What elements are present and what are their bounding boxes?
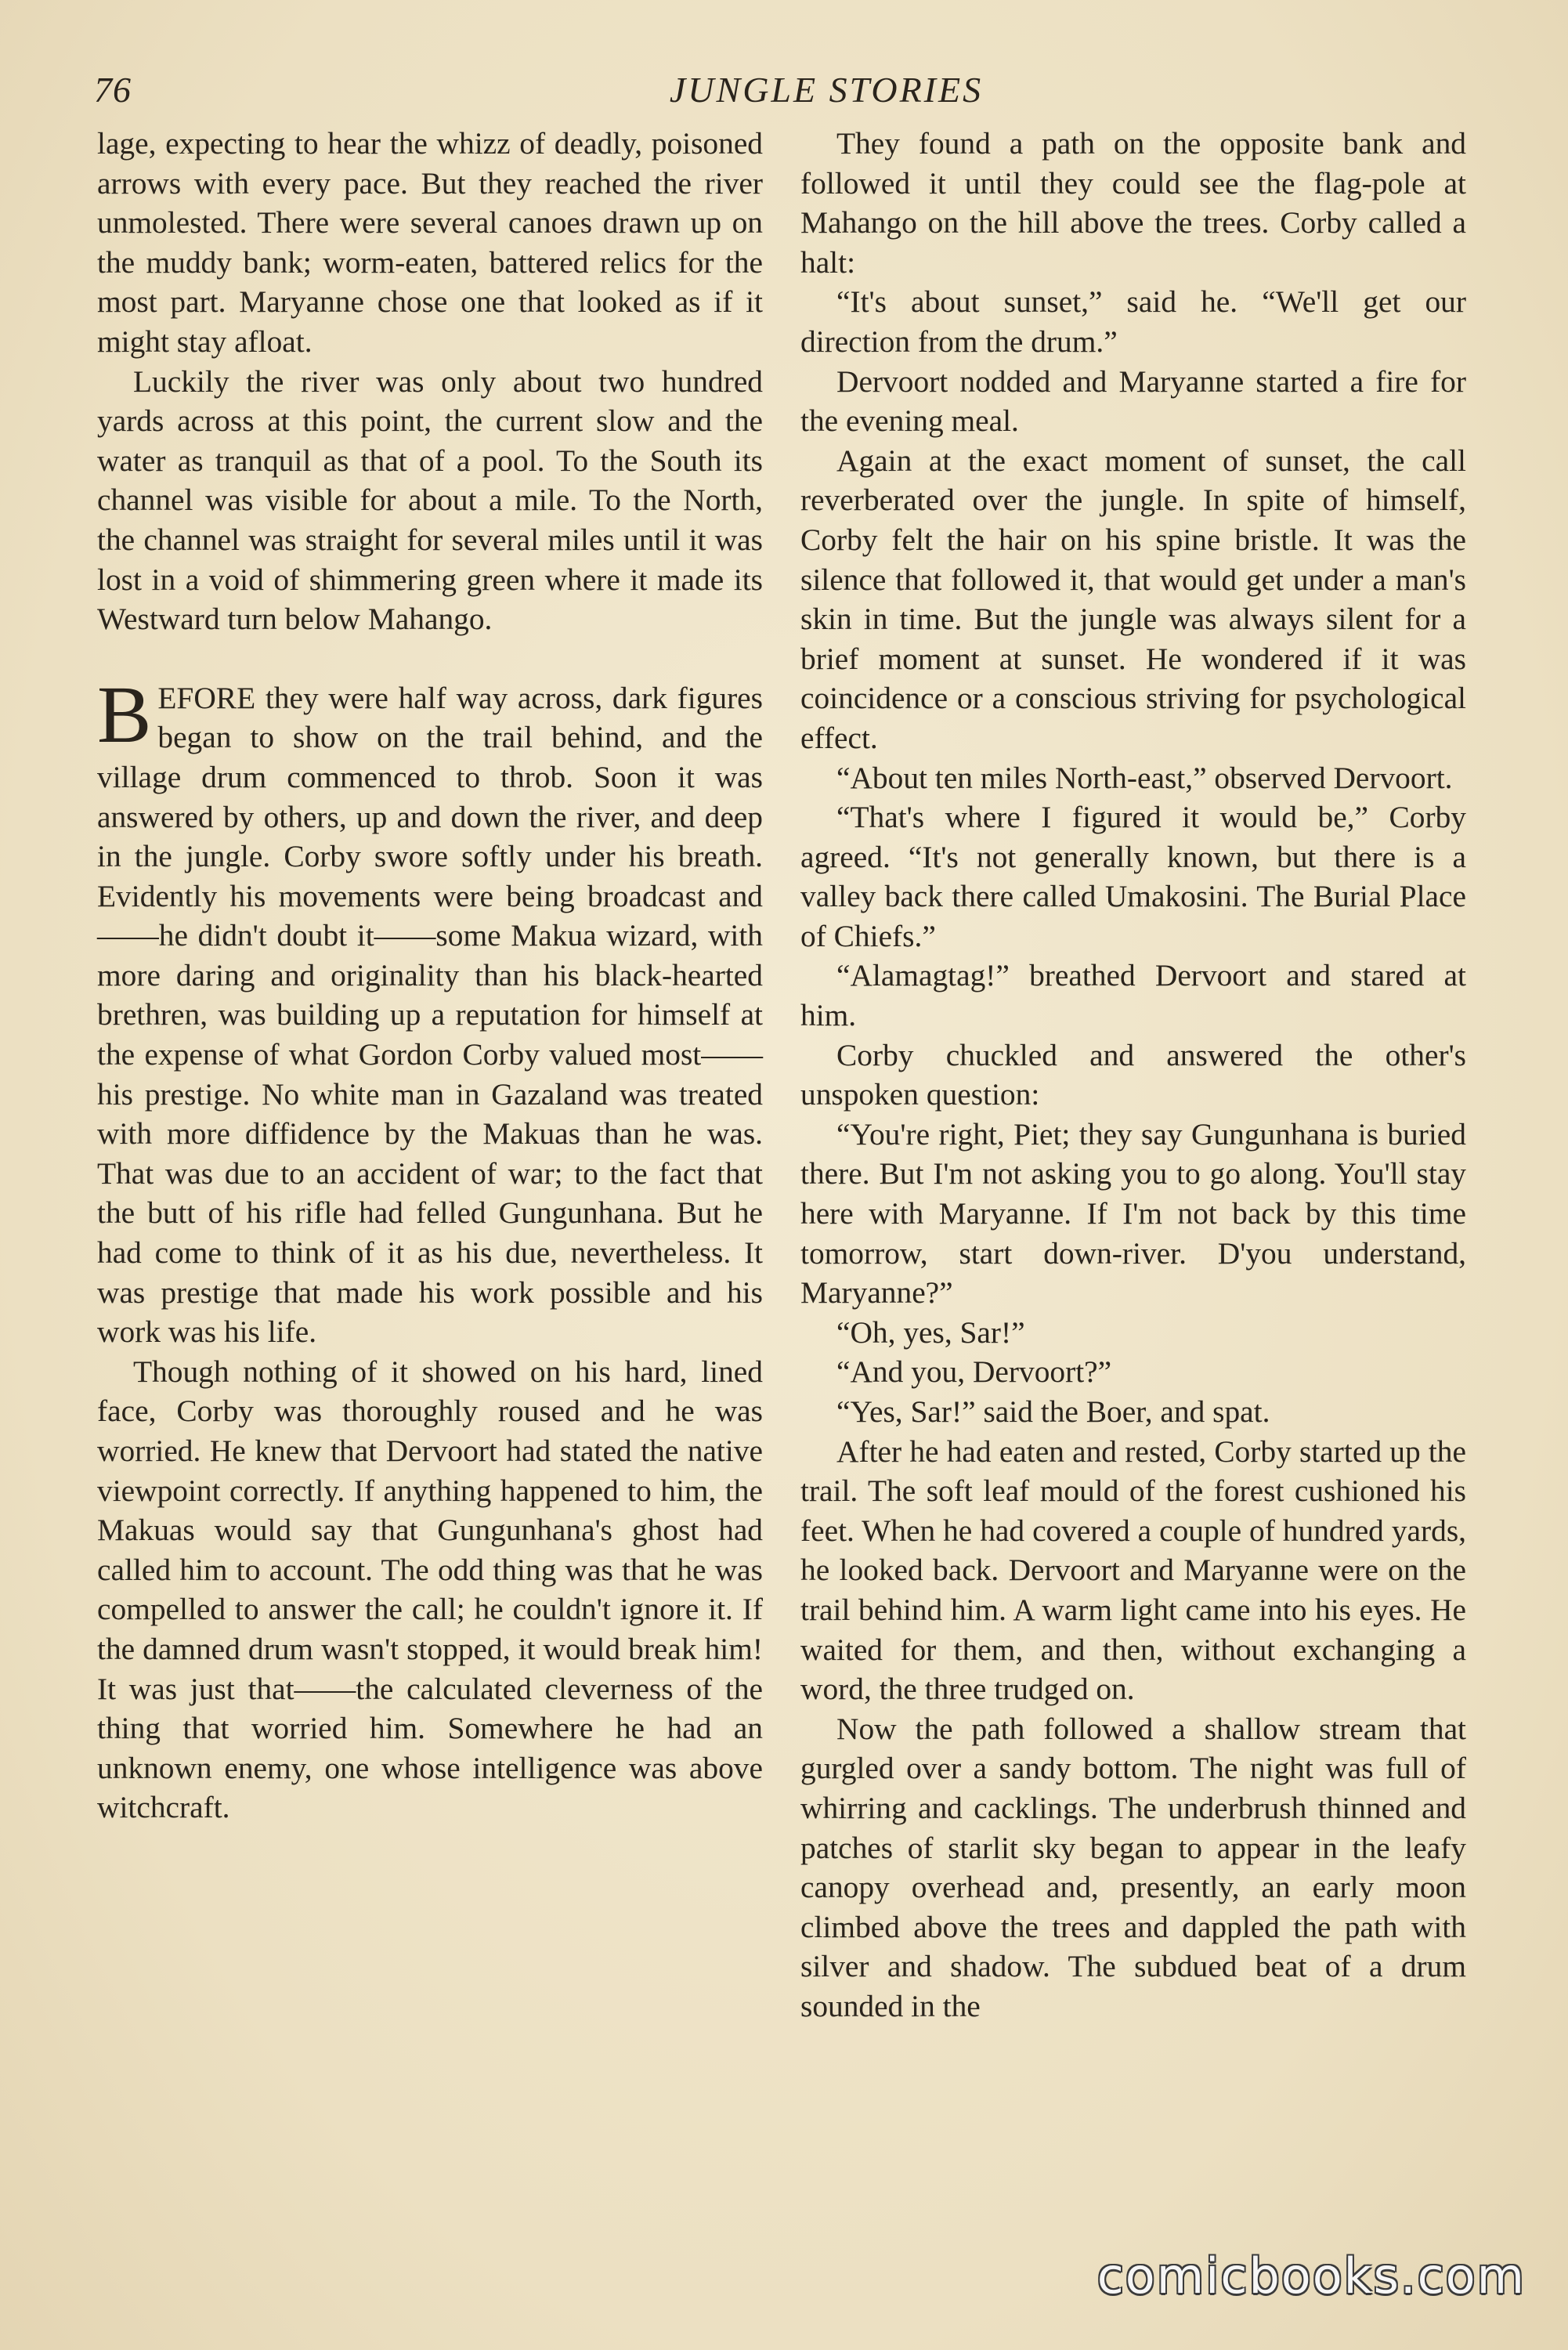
paragraph: Luckily the river was only about two hundred yards across at this point, the current slow and the water as tranquil as that of a pool. To the South its channel was visible for about a mile. To the North, the channel was straight for several miles until it was lost in a void of shimmering green where it made its Westward turn below Mahango. [97, 363, 763, 637]
right-column [800, 124, 1466, 2026]
paragraph: Dervoort nodded and Maryanne started a fire for the evening meal. [800, 363, 1466, 439]
paragraph: “Yes, Sar!” said the Boer, and spat. [836, 1394, 1270, 1429]
section-first-paragraph [97, 669, 763, 1352]
paragraph: They found a path on the opposite bank and followed it until they could see the flag-pole at Mahango on the hill above the trees. Corby called a halt: [800, 126, 1466, 280]
left-column [97, 124, 763, 1828]
paragraph: Corby chuckled and answered the other's unspoken question: [800, 1037, 1466, 1112]
paragraph: Now the path followed a shallow stream that gurgled over a sandy bottom. The night was full of whirring and cacklings. The underbrush thinned and patches of starlit sky began to appear in the leafy canopy overhead and, presently, an early moon climbed above the trees and dappled the path with silver and shadow. The subdued beat of a drum sounded in the [800, 1711, 1466, 2023]
running-head: JUNGLE STORIES [669, 70, 984, 110]
paragraph: “Oh, yes, Sar!” [836, 1314, 1025, 1350]
paragraph: After he had eaten and rested, Corby started up the trail. The soft leaf mould of the forest cushioned his feet. When he had covered a couple of hundred yards, he looked back. Dervoort and Maryanne were on the trail behind him. A warm light came into his eyes. He waited for them, and then, without exchanging a word, the three trudged on. [800, 1434, 1466, 1707]
page-number: 76 [94, 70, 132, 110]
drop-cap: B [97, 669, 152, 760]
watermark: comicbooks.com [1097, 2247, 1526, 2305]
paragraph: lage, expecting to hear the whizz of deadly, poisoned arrows with every pace. But they reached the river unmolested. There were several canoes drawn up on the muddy bank; worm-eaten, battered relics for the most part. Maryanne chose one that looked as if it might stay afloat. [97, 126, 763, 359]
paragraph: “Alamagtag!” breathed Dervoort and stared at him. [800, 958, 1466, 1033]
paragraph: Again at the exact moment of sunset, the call reverberated over the jungle. In spite of himself, Corby felt the hair on his spine bristle. It was the silence that followed it, that would get under a man's skin in time. But the jungle was always silent for a brief moment at sunset. He wondered if it was coincidence or a conscious striving for psychological effect. [800, 443, 1466, 755]
page-header [94, 69, 1472, 116]
paragraph: “It's about sunset,” said he. “We'll get our direction from the drum.” [800, 284, 1466, 359]
paragraph: “You're right, Piet; they say Gungunhana is buried there. But I'm not asking you to go along. You'll stay here with Maryanne. If I'm not back by this time tomorrow, start down-river. D'you understand, Maryanne?” [800, 1116, 1466, 1311]
paragraph: “And you, Dervoort?” [836, 1354, 1112, 1390]
paragraph: “About ten miles North-east,” observed Dervoort. [836, 760, 1453, 795]
paragraph: Though nothing of it showed on his hard, lined face, Corby was thoroughly roused and he was worried. He knew that Dervoort had stated the native viewpoint correctly. If anything happened to him, the Makuas would say that Gungunhana's ghost had called him to account. The odd thing was that he was compelled to answer the call; he couldn't ignore it. If the damned drum wasn't stopped, it would break him! It was just that——the calculated cleverness of the thing that worried him. Somewhere he had an unknown enemy, one whose intelligence was above witchcraft. [97, 1354, 763, 1825]
paragraph: “That's where I figured it would be,” Corby agreed. “It's not generally known, but there is a valley back there called Umakosini. The Burial Place of Chiefs.” [800, 800, 1466, 953]
section-first-paragraph-text: EFORE they were half way across, dark figures began to show on the trail behind, and the village drum commenced to throb. Soon it was answered by others, up and down the river, and deep in the jungle. Corby swore softly under his breath. Evidently his movements were being broadcast and——he didn't doubt it——some Makua wizard, with more daring and originality than his black-hearted brethren, was building up a reputation for himself at the expense of what Gordon Corby valued most——his prestige. No white man in Gazaland was treated with more diffidence by the Makuas than he was. That was due to an accident of war; to the fact that the butt of his rifle had felled Gungunhana. But he had come to think of it as his due, nevertheless. It was prestige that made his work possible and his work was his life. [97, 680, 763, 1350]
